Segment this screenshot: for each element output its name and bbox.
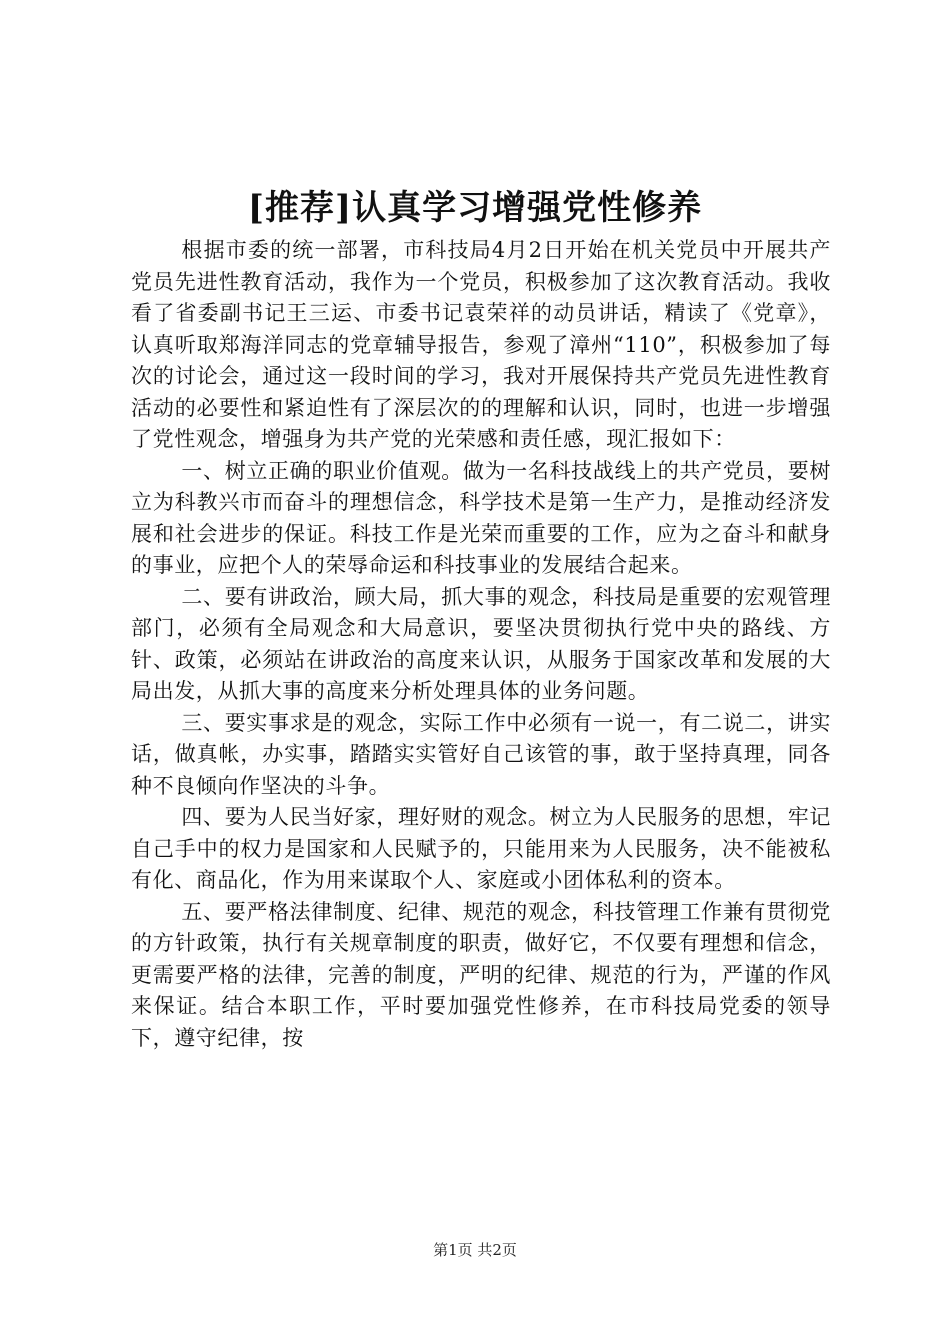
document-body bbox=[131, 235, 831, 1054]
paragraph-point-3: 三、要实事求是的观念，实际工作中必须有一说一，有二说二，讲实话，做真帐，办实事，踏踏实实管好自己该管的事，敢于坚持真理，同各种不良倾向作坚决的斗争。 bbox=[131, 710, 831, 798]
paragraph-point-1: 一、树立正确的职业价值观。做为一名科技战线上的共产党员，要树立为科教兴市而奋斗的理想信念，科学技术是第一生产力，是推动经济发展和社会进步的保证。科技工作是光荣而重要的工作，应为之奋斗和献身的事业，应把个人的荣辱命运和科技事业的发展结合起来。 bbox=[131, 458, 831, 577]
page-number-footer: 第1页 共2页 bbox=[433, 1241, 517, 1259]
paragraph-point-4: 四、要为人民当好家，理好财的观念。树立为人民服务的思想，牢记自己手中的权力是国家和人民赋予的，只能用来为人民服务，决不能被私有化、商品化，作为用来谋取个人、家庭或小团体私利的资本。 bbox=[131, 805, 831, 892]
paragraph-intro: 根据市委的统一部署，市科技局4月2日开始在机关党员中开展共产党员先进性教育活动，我作为一个党员，积极参加了这次教育活动。我收看了省委副书记王三运、市委书记袁荣祥的动员讲话，精读了《党章》，认真听取郑海洋同志的党章辅导报告，参观了漳州“110”，积极参加了每次的讨论会，通过这一段时间的学习，我对开展保持共产党员先进性教育活动的必要性和紧迫性有了深层次的的理解和认识，同时，也进一步增强了党性观念，增强身为共产党的光荣感和责任感，现汇报如下： bbox=[131, 238, 831, 451]
document-title: [推荐]认真学习增强党性修养 bbox=[247, 188, 703, 228]
paragraph-point-2: 二、要有讲政治，顾大局，抓大事的观念，科技局是重要的宏观管理部门，必须有全局观念和大局意识，要坚决贯彻执行党中央的路线、方针、政策，必须站在讲政治的高度来认识，从服务于国家改革和发展的大局出发，从抓大事的高度来分析处理具体的业务问题。 bbox=[131, 584, 831, 703]
paragraph-point-5: 五、要严格法律制度、纪律、规范的观念，科技管理工作兼有贯彻党的方针政策，执行有关规章制度的职责，做好它，不仅要有理想和信念，更需要严格的法律，完善的制度，严明的纪律、规范的行为，严谨的作风来保证。结合本职工作，平时要加强党性修养，在市科技局党委的领导下，遵守纪律，按 bbox=[131, 899, 831, 1050]
